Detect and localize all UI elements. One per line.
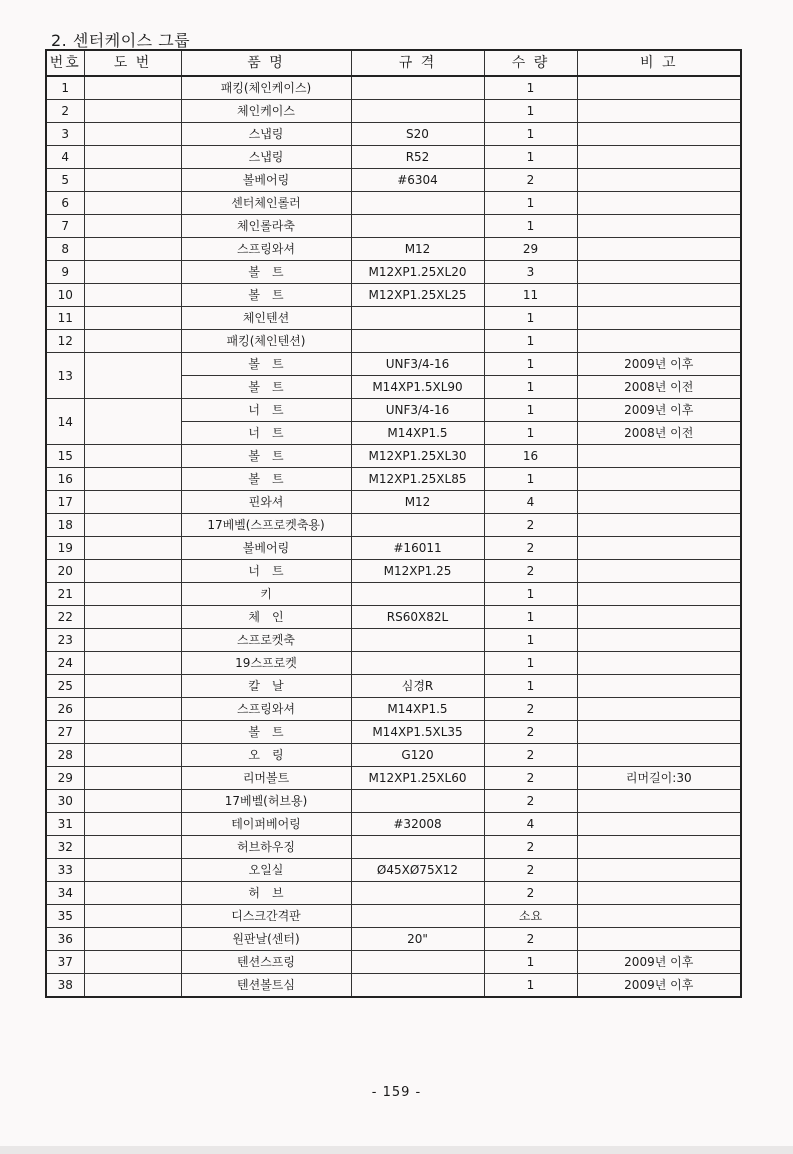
cell-spec: M12XP1.25XL85 <box>351 468 484 491</box>
cell-remark <box>577 698 741 721</box>
cell-name: 체인케이스 <box>181 100 351 123</box>
cell-qty: 2 <box>484 698 577 721</box>
cell-qty: 2 <box>484 514 577 537</box>
section-title: 2. 센터케이스 그룹 <box>51 31 191 50</box>
cell-qty: 1 <box>484 146 577 169</box>
cell-spec <box>351 514 484 537</box>
cell-name: 스프링와셔 <box>181 698 351 721</box>
cell-spec <box>351 974 484 998</box>
cell-qty: 1 <box>484 76 577 100</box>
cell-remark <box>577 928 741 951</box>
cell-no: 26 <box>46 698 84 721</box>
table-row <box>46 537 741 560</box>
cell-spec <box>351 652 484 675</box>
cell-spec: R52 <box>351 146 484 169</box>
cell-spec: M12 <box>351 491 484 514</box>
cell-remark <box>577 675 741 698</box>
cell-no: 10 <box>46 284 84 307</box>
cell-qty: 1 <box>484 974 577 998</box>
cell-name: 볼 트 <box>181 261 351 284</box>
header-no: 번호 <box>46 50 84 76</box>
cell-qty: 4 <box>484 813 577 836</box>
cell-no: 30 <box>46 790 84 813</box>
cell-spec: 심경R <box>351 675 484 698</box>
cell-remark <box>577 468 741 491</box>
cell-drawing <box>84 905 181 928</box>
cell-remark <box>577 330 741 353</box>
cell-spec: M12 <box>351 238 484 261</box>
cell-remark <box>577 836 741 859</box>
cell-spec: UNF3/4-16 <box>351 399 484 422</box>
cell-qty: 16 <box>484 445 577 468</box>
cell-drawing <box>84 261 181 284</box>
cell-remark <box>577 583 741 606</box>
cell-drawing <box>84 813 181 836</box>
cell-remark <box>577 813 741 836</box>
cell-qty: 1 <box>484 675 577 698</box>
cell-remark <box>577 123 741 146</box>
cell-spec <box>351 330 484 353</box>
cell-remark: 2009년 이후 <box>577 353 741 376</box>
table-row <box>46 859 741 882</box>
cell-no: 13 <box>46 353 84 399</box>
header-remark: 비 고 <box>577 50 741 76</box>
table-row <box>46 445 741 468</box>
cell-name: 19스프로켓 <box>181 652 351 675</box>
cell-name: 17베벨(허브용) <box>181 790 351 813</box>
cell-name: 볼베어링 <box>181 537 351 560</box>
cell-name: 허 브 <box>181 882 351 905</box>
cell-drawing <box>84 974 181 998</box>
cell-drawing <box>84 928 181 951</box>
cell-no: 2 <box>46 100 84 123</box>
header-name: 품 명 <box>181 50 351 76</box>
cell-spec: G120 <box>351 744 484 767</box>
cell-remark <box>577 744 741 767</box>
cell-qty: 2 <box>484 169 577 192</box>
cell-qty: 2 <box>484 928 577 951</box>
cell-drawing <box>84 353 181 399</box>
cell-no: 5 <box>46 169 84 192</box>
cell-drawing <box>84 790 181 813</box>
table-row <box>46 928 741 951</box>
cell-name: 볼 트 <box>181 445 351 468</box>
table-row <box>46 330 741 353</box>
cell-no: 7 <box>46 215 84 238</box>
table-row <box>46 100 741 123</box>
table-row <box>46 629 741 652</box>
cell-spec <box>351 100 484 123</box>
cell-no: 37 <box>46 951 84 974</box>
cell-drawing <box>84 330 181 353</box>
cell-no: 11 <box>46 307 84 330</box>
cell-remark: 2008년 이전 <box>577 376 741 399</box>
cell-remark <box>577 76 741 100</box>
cell-name: 디스크간격판 <box>181 905 351 928</box>
cell-name: 키 <box>181 583 351 606</box>
cell-qty: 1 <box>484 422 577 445</box>
cell-remark <box>577 146 741 169</box>
cell-drawing <box>84 284 181 307</box>
table-row <box>46 606 741 629</box>
cell-no: 17 <box>46 491 84 514</box>
cell-remark <box>577 905 741 928</box>
cell-name: 볼 트 <box>181 376 351 399</box>
cell-name: 센터체인롤러 <box>181 192 351 215</box>
table-header-row <box>46 50 741 76</box>
cell-no: 3 <box>46 123 84 146</box>
table-row <box>46 76 741 100</box>
cell-name: 원판날(센터) <box>181 928 351 951</box>
cell-spec <box>351 629 484 652</box>
table-row <box>46 813 741 836</box>
cell-drawing <box>84 169 181 192</box>
cell-qty: 11 <box>484 284 577 307</box>
cell-remark <box>577 629 741 652</box>
table-row <box>46 399 741 422</box>
cell-no: 9 <box>46 261 84 284</box>
cell-no: 16 <box>46 468 84 491</box>
cell-name: 볼베어링 <box>181 169 351 192</box>
cell-no: 4 <box>46 146 84 169</box>
cell-qty: 2 <box>484 882 577 905</box>
cell-name: 볼 트 <box>181 284 351 307</box>
cell-spec: M12XP1.25 <box>351 560 484 583</box>
cell-drawing <box>84 882 181 905</box>
cell-qty: 1 <box>484 307 577 330</box>
cell-drawing <box>84 215 181 238</box>
table-row <box>46 192 741 215</box>
cell-name: 텐션볼트심 <box>181 974 351 998</box>
cell-remark <box>577 537 741 560</box>
cell-drawing <box>84 238 181 261</box>
cell-name: 텐션스프링 <box>181 951 351 974</box>
cell-name: 볼 트 <box>181 721 351 744</box>
cell-spec: Ø45XØ75X12 <box>351 859 484 882</box>
table-row <box>46 169 741 192</box>
cell-spec <box>351 307 484 330</box>
cell-qty: 1 <box>484 399 577 422</box>
cell-qty: 1 <box>484 215 577 238</box>
table-row <box>46 905 741 928</box>
cell-remark <box>577 882 741 905</box>
scan-bottom-edge <box>0 1146 793 1154</box>
cell-drawing <box>84 859 181 882</box>
cell-qty: 2 <box>484 744 577 767</box>
table-row <box>46 744 741 767</box>
cell-remark <box>577 215 741 238</box>
cell-no: 12 <box>46 330 84 353</box>
cell-spec: M12XP1.25XL25 <box>351 284 484 307</box>
cell-name: 스프링와셔 <box>181 238 351 261</box>
table-row <box>46 698 741 721</box>
cell-spec: #32008 <box>351 813 484 836</box>
cell-spec <box>351 836 484 859</box>
cell-drawing <box>84 123 181 146</box>
table-row <box>46 307 741 330</box>
cell-drawing <box>84 629 181 652</box>
cell-no: 8 <box>46 238 84 261</box>
cell-remark <box>577 859 741 882</box>
cell-spec: 20" <box>351 928 484 951</box>
cell-no: 25 <box>46 675 84 698</box>
table-row <box>46 951 741 974</box>
cell-drawing <box>84 836 181 859</box>
cell-drawing <box>84 744 181 767</box>
cell-drawing <box>84 514 181 537</box>
cell-remark: 2009년 이후 <box>577 951 741 974</box>
cell-drawing <box>84 76 181 100</box>
cell-name: 리머볼트 <box>181 767 351 790</box>
cell-drawing <box>84 767 181 790</box>
cell-spec: RS60X82L <box>351 606 484 629</box>
table-row <box>46 882 741 905</box>
cell-qty: 1 <box>484 353 577 376</box>
cell-name: 패킹(체인텐션) <box>181 330 351 353</box>
cell-qty: 2 <box>484 836 577 859</box>
cell-spec: #6304 <box>351 169 484 192</box>
cell-qty: 1 <box>484 192 577 215</box>
cell-spec <box>351 951 484 974</box>
cell-remark: 리머길이:30 <box>577 767 741 790</box>
cell-remark <box>577 514 741 537</box>
cell-name: 체인텐션 <box>181 307 351 330</box>
cell-no: 33 <box>46 859 84 882</box>
cell-spec <box>351 192 484 215</box>
cell-drawing <box>84 583 181 606</box>
cell-remark <box>577 284 741 307</box>
table-row <box>46 146 741 169</box>
cell-spec: M14XP1.5 <box>351 698 484 721</box>
cell-remark <box>577 491 741 514</box>
table-row <box>46 284 741 307</box>
cell-qty: 1 <box>484 606 577 629</box>
cell-spec: M12XP1.25XL30 <box>351 445 484 468</box>
cell-qty: 2 <box>484 560 577 583</box>
cell-remark <box>577 445 741 468</box>
table-row <box>46 353 741 376</box>
cell-remark <box>577 652 741 675</box>
cell-remark: 2009년 이후 <box>577 974 741 998</box>
cell-no: 20 <box>46 560 84 583</box>
cell-spec <box>351 215 484 238</box>
cell-no: 15 <box>46 445 84 468</box>
table-row <box>46 468 741 491</box>
cell-spec: #16011 <box>351 537 484 560</box>
table-row <box>46 560 741 583</box>
cell-spec: M14XP1.5 <box>351 422 484 445</box>
cell-remark: 2009년 이후 <box>577 399 741 422</box>
cell-no: 23 <box>46 629 84 652</box>
table-row <box>46 583 741 606</box>
cell-spec <box>351 76 484 100</box>
cell-remark <box>577 169 741 192</box>
cell-remark: 2008년 이전 <box>577 422 741 445</box>
cell-no: 19 <box>46 537 84 560</box>
cell-remark <box>577 238 741 261</box>
cell-no: 27 <box>46 721 84 744</box>
cell-drawing <box>84 399 181 445</box>
cell-name: 너 트 <box>181 422 351 445</box>
table-row <box>46 652 741 675</box>
cell-name: 17베벨(스프로켓축용) <box>181 514 351 537</box>
cell-name: 오일실 <box>181 859 351 882</box>
cell-spec: M12XP1.25XL20 <box>351 261 484 284</box>
cell-qty: 2 <box>484 790 577 813</box>
cell-spec <box>351 790 484 813</box>
cell-qty: 1 <box>484 951 577 974</box>
table-row <box>46 261 741 284</box>
cell-remark <box>577 261 741 284</box>
cell-name: 칼 날 <box>181 675 351 698</box>
cell-no: 29 <box>46 767 84 790</box>
cell-qty: 1 <box>484 330 577 353</box>
table-row <box>46 974 741 998</box>
cell-spec: M14XP1.5XL35 <box>351 721 484 744</box>
header-spec: 규 격 <box>351 50 484 76</box>
cell-drawing <box>84 652 181 675</box>
cell-spec: M14XP1.5XL90 <box>351 376 484 399</box>
cell-name: 너 트 <box>181 560 351 583</box>
table-row <box>46 790 741 813</box>
cell-remark <box>577 192 741 215</box>
cell-drawing <box>84 445 181 468</box>
cell-drawing <box>84 721 181 744</box>
cell-name: 체 인 <box>181 606 351 629</box>
cell-no: 14 <box>46 399 84 445</box>
cell-name: 너 트 <box>181 399 351 422</box>
cell-name: 볼 트 <box>181 468 351 491</box>
cell-no: 36 <box>46 928 84 951</box>
cell-remark <box>577 307 741 330</box>
cell-no: 38 <box>46 974 84 998</box>
parts-table-body <box>46 76 741 997</box>
cell-qty: 29 <box>484 238 577 261</box>
cell-no: 34 <box>46 882 84 905</box>
cell-no: 32 <box>46 836 84 859</box>
cell-drawing <box>84 560 181 583</box>
cell-no: 24 <box>46 652 84 675</box>
cell-no: 18 <box>46 514 84 537</box>
parts-table <box>45 49 742 998</box>
cell-qty: 4 <box>484 491 577 514</box>
cell-remark <box>577 560 741 583</box>
cell-qty: 1 <box>484 468 577 491</box>
cell-drawing <box>84 468 181 491</box>
cell-name: 스냅링 <box>181 146 351 169</box>
cell-spec <box>351 905 484 928</box>
table-row <box>46 238 741 261</box>
header-qty: 수 량 <box>484 50 577 76</box>
cell-name: 오 링 <box>181 744 351 767</box>
table-row <box>46 721 741 744</box>
cell-remark <box>577 721 741 744</box>
cell-drawing <box>84 491 181 514</box>
cell-remark <box>577 606 741 629</box>
cell-spec <box>351 583 484 606</box>
cell-drawing <box>84 307 181 330</box>
cell-drawing <box>84 675 181 698</box>
cell-qty: 1 <box>484 652 577 675</box>
cell-qty: 3 <box>484 261 577 284</box>
table-row <box>46 767 741 790</box>
cell-drawing <box>84 951 181 974</box>
table-row <box>46 215 741 238</box>
cell-name: 핀와셔 <box>181 491 351 514</box>
table-row <box>46 491 741 514</box>
cell-qty: 1 <box>484 100 577 123</box>
cell-name: 체인롤라축 <box>181 215 351 238</box>
cell-drawing <box>84 606 181 629</box>
cell-qty: 2 <box>484 859 577 882</box>
cell-no: 35 <box>46 905 84 928</box>
cell-qty: 1 <box>484 376 577 399</box>
table-row <box>46 123 741 146</box>
cell-drawing <box>84 537 181 560</box>
cell-no: 21 <box>46 583 84 606</box>
cell-no: 1 <box>46 76 84 100</box>
cell-remark <box>577 100 741 123</box>
cell-name: 패킹(체인케이스) <box>181 76 351 100</box>
cell-no: 28 <box>46 744 84 767</box>
cell-spec: S20 <box>351 123 484 146</box>
cell-drawing <box>84 698 181 721</box>
page-number: - 159 - <box>371 1085 422 1100</box>
cell-name: 볼 트 <box>181 353 351 376</box>
cell-qty: 2 <box>484 721 577 744</box>
header-drawing: 도 번 <box>84 50 181 76</box>
cell-qty: 2 <box>484 767 577 790</box>
cell-drawing <box>84 100 181 123</box>
cell-spec: UNF3/4-16 <box>351 353 484 376</box>
cell-name: 테이퍼베어링 <box>181 813 351 836</box>
cell-remark <box>577 790 741 813</box>
cell-drawing <box>84 146 181 169</box>
cell-no: 31 <box>46 813 84 836</box>
cell-name: 스냅링 <box>181 123 351 146</box>
cell-qty: 1 <box>484 629 577 652</box>
cell-qty: 1 <box>484 583 577 606</box>
cell-name: 허브하우징 <box>181 836 351 859</box>
cell-qty: 2 <box>484 537 577 560</box>
cell-no: 22 <box>46 606 84 629</box>
cell-name: 스프로켓축 <box>181 629 351 652</box>
cell-qty: 소요 <box>484 905 577 928</box>
cell-no: 6 <box>46 192 84 215</box>
cell-spec: M12XP1.25XL60 <box>351 767 484 790</box>
cell-qty: 1 <box>484 123 577 146</box>
cell-spec <box>351 882 484 905</box>
table-row <box>46 675 741 698</box>
cell-drawing <box>84 192 181 215</box>
table-row <box>46 514 741 537</box>
table-row <box>46 836 741 859</box>
